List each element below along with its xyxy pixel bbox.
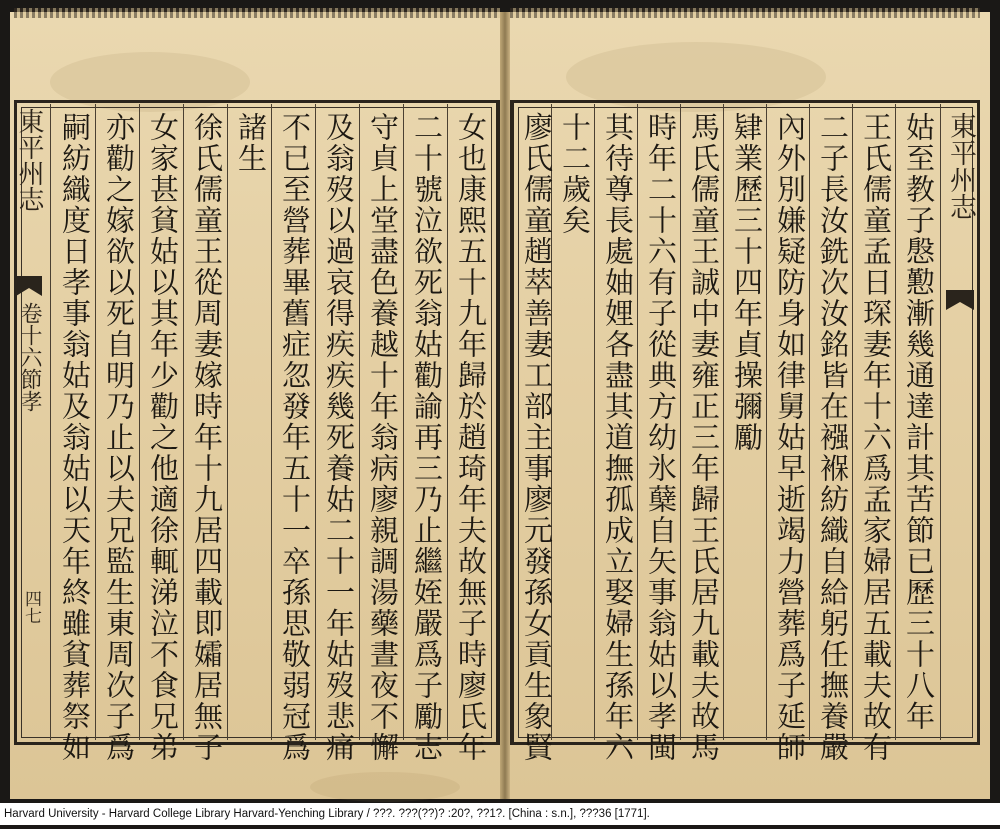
column-rule	[271, 104, 272, 740]
book-gutter	[500, 12, 510, 799]
text-column: 馬氏儒童王誠中妻雍正三年歸王氏居九載夫故馬	[687, 112, 721, 763]
column-rule	[766, 104, 767, 740]
text-column: 二子長汝銑次汝銘皆在襁褓紡織自給躬任撫養嚴	[816, 112, 850, 763]
text-column: 及翁歿以過哀得疾疾幾死養姑二十一年姑歿悲痛	[322, 112, 356, 763]
text-column: 內外別嫌疑防身如律舅姑早逝竭力營葬爲子延師	[773, 112, 807, 763]
column-rule	[940, 104, 941, 740]
left-margin-title: 東平州志	[14, 108, 44, 212]
column-rule	[359, 104, 360, 740]
text-column: 女也康熙五十九年歸於趙琦年夫故無子時廖氏年	[454, 112, 488, 763]
text-column: 嗣紡織度日孝事翁姑及翁姑以天年終雖貧葬祭如	[58, 112, 92, 763]
text-column: 廖氏儒童趙萃善妻工部主事廖元發孫女貢生象賢	[520, 112, 554, 763]
column-rule	[183, 104, 184, 740]
text-column: 王氏儒童孟日琛妻年十六爲孟家婦居五載夫故有	[859, 112, 893, 763]
column-rule	[95, 104, 96, 740]
column-rule	[50, 104, 51, 740]
text-column: 女家甚貧姑以其年少勸之他適徐輒涕泣不食兄弟	[146, 112, 180, 763]
text-column: 亦勸之嫁欲以死自明乃止以夫兄監生東周次子爲	[102, 112, 136, 763]
column-rule	[680, 104, 681, 740]
text-column: 諸生	[234, 112, 268, 174]
library-caption: Harvard University - Harvard College Library Harvard-Yenching Library / ???. ???(??)? :20?, ??1?. [China : s.n.], ???36 [1771].	[0, 803, 1000, 825]
text-column: 其待尊長處妯娌各盡其道撫孤成立娶婦生孫年六	[601, 112, 635, 763]
column-rule	[809, 104, 810, 740]
text-column: 肄業歷三十四年貞操彌勵	[730, 112, 764, 453]
column-rule	[594, 104, 595, 740]
right-margin-title: 東平州志	[945, 112, 976, 220]
column-rule	[403, 104, 404, 740]
text-column: 徐氏儒童王從周妻嫁時年十九居四載即孀居無子	[190, 112, 224, 763]
column-rule	[447, 104, 448, 740]
text-column: 不已至營葬畢舊症忽發年五十一卒孫思敬弱冠爲	[278, 112, 312, 763]
text-column: 十二歲矣	[558, 112, 592, 236]
page-number: 四七	[21, 590, 41, 624]
text-column: 時年二十六有子從典方幼氷蘖自矢事翁姑以孝閩	[644, 112, 678, 763]
text-column: 姑至教子慇懃漸幾通達計其苦節已歷三十八年	[902, 112, 936, 732]
text-column: 守貞上堂盡色養越十年翁病廖親調湯藥晝夜不懈	[366, 112, 400, 763]
column-rule	[852, 104, 853, 740]
left-header-band	[14, 8, 500, 18]
column-rule	[315, 104, 316, 740]
left-margin-section: 卷十六節孝	[17, 302, 42, 412]
right-header-band	[510, 8, 980, 18]
text-column: 二十號泣欲死翁姑勸諭再三乃止繼姪嚴爲子勵志	[410, 112, 444, 763]
column-rule	[227, 104, 228, 740]
column-rule	[139, 104, 140, 740]
column-rule	[637, 104, 638, 740]
column-rule	[723, 104, 724, 740]
column-rule	[895, 104, 896, 740]
